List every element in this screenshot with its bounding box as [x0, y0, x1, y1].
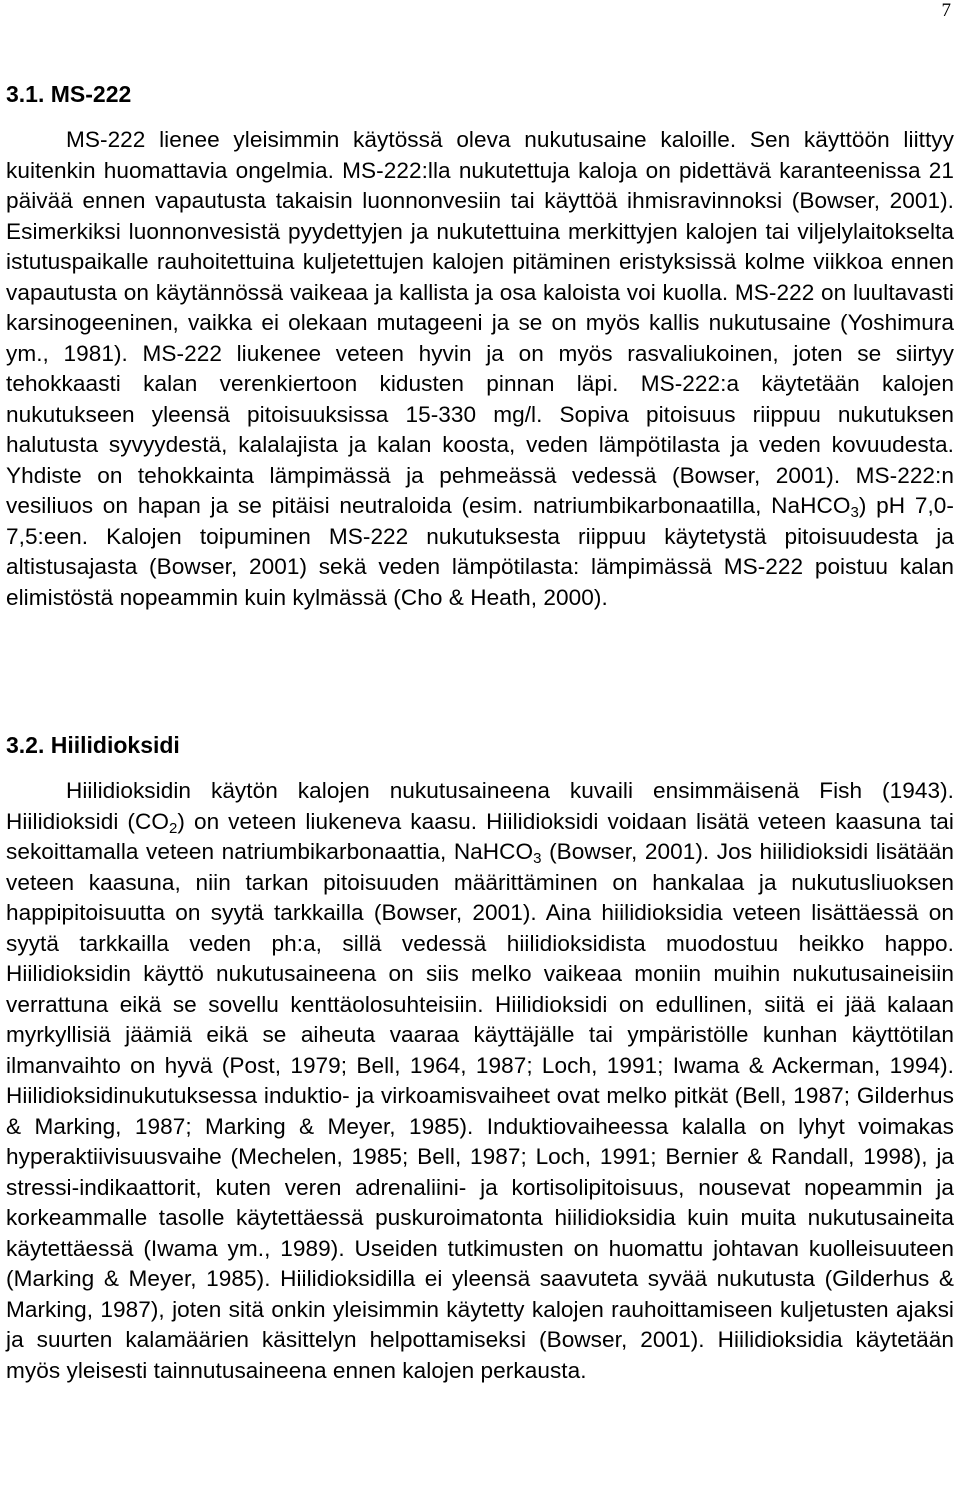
paragraph-text: Hiilidioksidin käytön kalojen nukutusaineena kuvaili ensimmäisenä Fish (1943). Hiilidioksidi (CO	[6, 778, 954, 834]
subscript: 3	[850, 504, 859, 521]
section-paragraph	[6, 776, 954, 1386]
section-heading: 3.2. Hiilidioksidi	[6, 732, 180, 758]
subscript: 3	[533, 850, 542, 867]
paragraph-text: MS-222 lienee yleisimmin käytössä oleva nukutusaine kaloille. Sen käyttöön liittyy kuitenkin huomattavia ongelmia. MS-222:lla nukutettuja kaloja on pidettävä karanteenissa 21 päivää ennen vapautusta takaisin luonnonvesiin tai käyttöä ihmisravinnoksi (Bowser, 2001). Esimerkiksi luonnonvesistä pyydettyjen ja nukutettuina merkittyjen kalojen tai viljelylaitokselta istutuspaikalle rauhoitettuina kuljetettujen kalojen pitäminen eristyksissä kolme viikkoa ennen vapautusta on käytännössä vaikeaa ja kallista ja osa kaloista voi kuolla. MS-222 on luultavasti karsinogeeninen, vaikka ei olekaan mutageeni ja se on myös kallis nukutusaine (Yoshimura ym., 1981). MS-222 liukenee veteen hyvin ja on myös rasvaliukoinen, joten se siirtyy tehokkaasti kalan verenkiertoon kidusten pinnan läpi. MS-222:a käytetään kalojen nukutukseen yleensä pitoisuuksissa 15-330 mg/l. Sopiva pitoisuus riippuu nukutuksen halutusta syvyydestä, kalalajista ja kalan koosta, veden lämpötilasta ja veden kovuudesta. Yhdiste on tehokkainta lämpimässä ja pehmeässä vedessä (Bowser, 2001). MS-222:n vesiliuos on hapan ja se pitäisi neutraloida (esim. natriumbikarbonaatilla, NaHCO	[6, 127, 954, 518]
section-paragraph	[6, 125, 954, 613]
subscript: 2	[168, 819, 178, 837]
page-number: 7	[941, 0, 951, 21]
paragraph-text: ) on veteen liukeneva kaasu. Hiilidioksidi voidaan lisätä veteen kaasuna tai sekoittamalla veteen natriumbikarbonaattia, NaHCO	[6, 808, 954, 864]
section-hiilidioksidi	[6, 731, 954, 1386]
section-ms-222	[6, 80, 954, 613]
section-heading: 3.1. MS-222	[6, 81, 132, 107]
paragraph-text: (Bowser, 2001). Jos hiilidioksidi lisätään veteen kaasuna, niin tarkan pitoisuuden määrittäminen on hankalaa ja nukutusliuoksen happipitoisuutta on syytä tarkkailla (Bowser, 2001). Aina hiilidioksidia veteen lisättäessä on syytä tarkkailla veden ph:a, sillä vedessä hiilidioksidista muodostuu heikko happo. Hiilidioksidin käyttö nukutusaineena on siis melko vaikeaa moniin muihin nukutusaineisiin verrattuna eikä se sovellu kenttäolosuhteisiin. Hiilidioksidi on edullinen, siitä ei jää kalaan myrkyllisiä jäämiä eikä se aiheuta vaaraa käyttäjälle tai ympäristölle kunhan käyttötilan ilmanvaihto on hyvä (Post, 1979; Bell, 1964, 1987; Loch, 1991; Iwama & Ackerman, 1994). Hiilidioksidinukutuksessa induktio- ja virkoamisvaiheet ovat melko pitkät (Bell, 1987; Gilderhus & Marking, 1987; Marking & Meyer, 1985). Induktiovaiheessa kalalla on lyhyt voimakas hyperaktiivisuusvaihe (Mechelen, 1985; Bell, 1987; Loch, 1991; Bernier & Randall, 1998), ja stressi-indikaattorit, kuten veren adrenaliini- ja kortisolipitoisuus, nousevat nopeammin ja korkeammalle tasolle käytettäessä puskuroimatonta hiilidioksidia kuin muita nukutusaineita käytettäessä (Iwama ym., 1989). Useiden tutkimusten on huomattu johtavan kuolleisuuteen (Marking & Meyer, 1985). Hiilidioksidilla ei yleensä saavuteta syvää nukutusta (Gilderhus & Marking, 1987), joten sitä onkin yleisimmin käytetty kalojen rauhoittamiseen kuljetusten ajaksi ja suurten kalamäärien käsittelyn helpottamiseksi (Bowser, 2001). Hiilidioksidia käytetään myös yleisesti tainnutusaineena ennen kalojen perkausta.	[6, 839, 954, 1383]
paragraph-text: ) pH 7,0-7,5:een. Kalojen toipuminen MS-222 nukutuksesta riippuu käytetystä pitoisuudesta ja altistusajasta (Bowser, 2001) sekä veden lämpötilasta: lämpimässä MS-222 poistuu kalan elimistöstä nopeammin kuin kylmässä (Cho & Heath, 2000).	[6, 493, 954, 610]
